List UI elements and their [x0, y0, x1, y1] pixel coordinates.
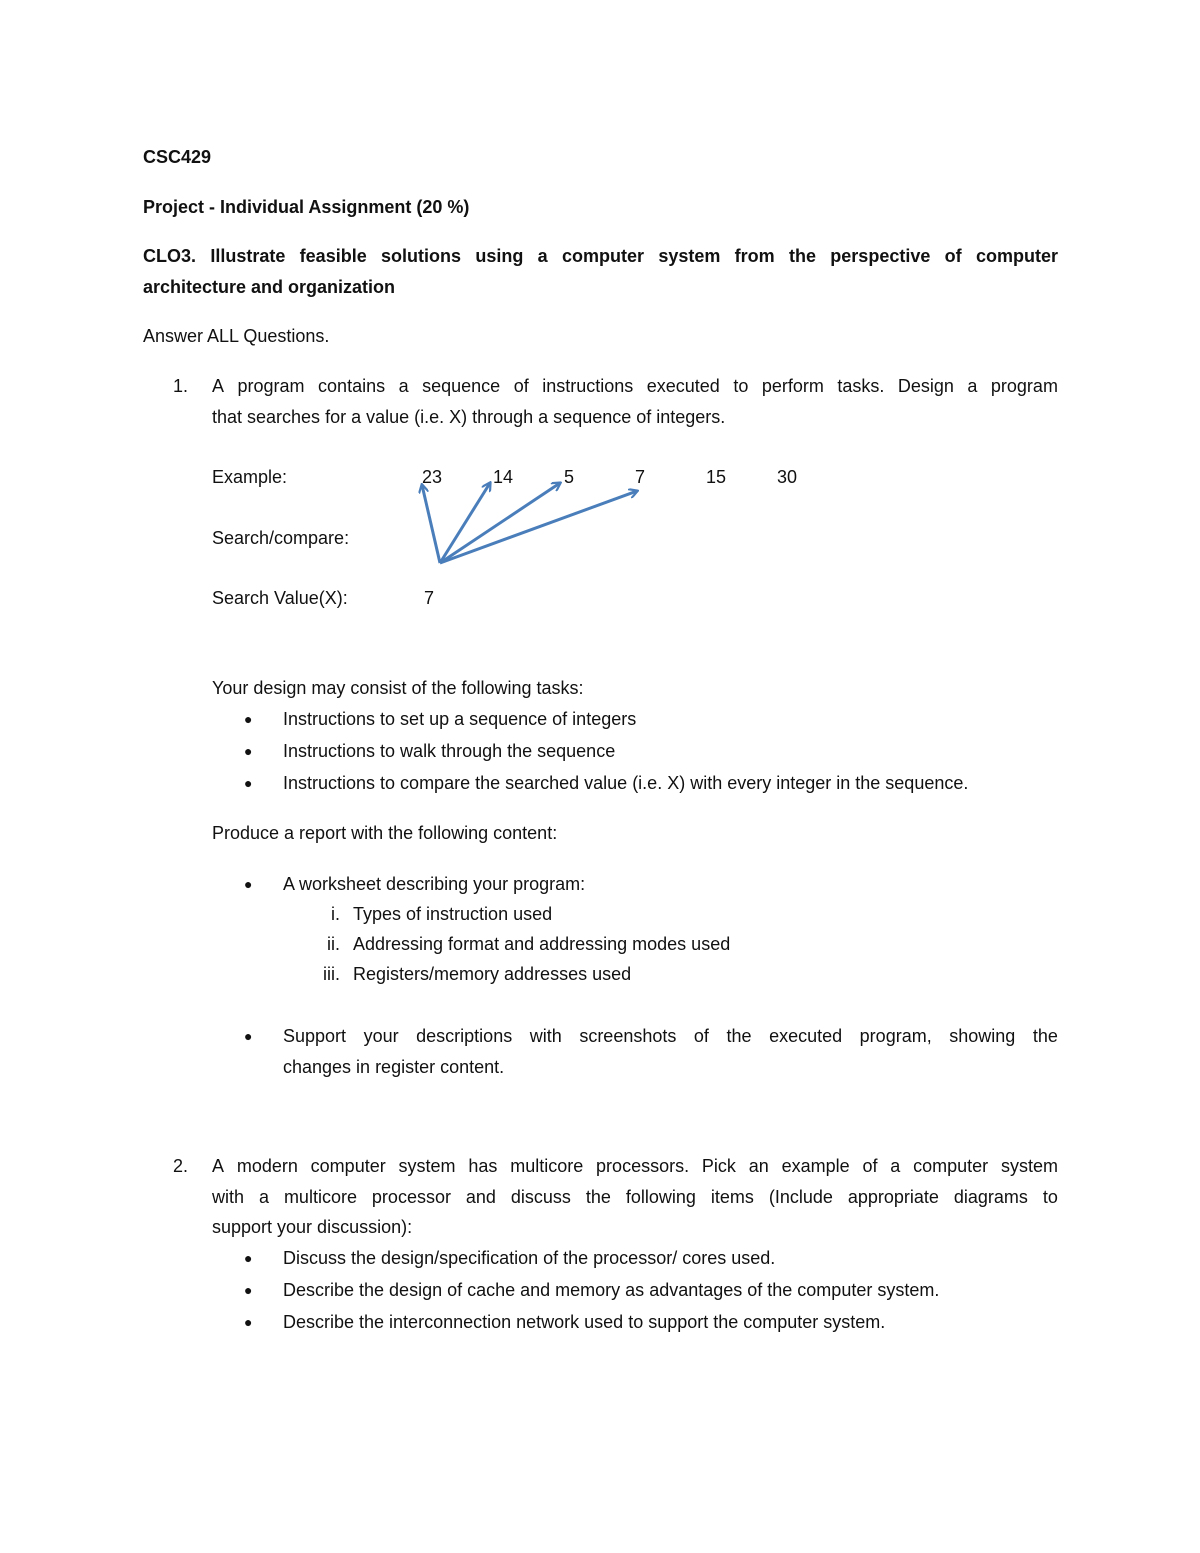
q2-word: has [468, 1156, 498, 1176]
q2-word: processors. [596, 1156, 690, 1176]
example-label: Example: [212, 467, 288, 487]
example-value-4: 7 [635, 467, 646, 487]
support-word: with [529, 1026, 562, 1046]
q2-word: a [890, 1156, 901, 1176]
clo-word: of [944, 246, 962, 266]
q1-word: tasks. [837, 376, 885, 396]
q2-word: example [781, 1156, 850, 1176]
q1-word: a [967, 376, 978, 396]
q2-word: with [212, 1187, 245, 1207]
q1-word: perform [761, 376, 824, 396]
clo-word: system [658, 246, 721, 266]
clo-word: from [734, 246, 775, 266]
design-intro: Your design may consist of the following tasks: [212, 678, 584, 698]
q2-number: 2. [172, 1156, 188, 1176]
clo-word: feasible [299, 246, 367, 266]
q1-word: of [513, 376, 529, 396]
support-line-2: changes in register content. [283, 1057, 505, 1077]
clo-line-1 [143, 245, 1058, 267]
support-word: descriptions [416, 1026, 513, 1046]
subitem-marker-2: ii. [327, 934, 340, 954]
clo-word: computer [561, 246, 644, 266]
q2-word: diagrams [953, 1187, 1028, 1207]
q2-word: modern [236, 1156, 298, 1176]
q2-word: A [212, 1156, 225, 1176]
example-value-2: 14 [493, 467, 514, 487]
example-value-3: 5 [564, 467, 575, 487]
q1-word: program [990, 376, 1058, 396]
q2-word: a [258, 1187, 269, 1207]
q2-word: to [1042, 1187, 1058, 1207]
arrow-to-14 [440, 483, 490, 563]
q2-word: system [1000, 1156, 1058, 1176]
search-compare-label: Search/compare: [212, 528, 350, 548]
design-task-1: Instructions to set up a sequence of integers [283, 709, 637, 729]
clo-word: using [475, 246, 524, 266]
q2-item-2: Describe the design of cache and memory as advantages of the computer system. [283, 1280, 940, 1300]
q1-word: a [398, 376, 409, 396]
report-intro: Produce a report with the following content: [212, 823, 558, 843]
support-word: screenshots [579, 1026, 677, 1046]
q2-line-1 [212, 1155, 1058, 1177]
q2-word: items [710, 1187, 754, 1207]
project-title: Project - Individual Assignment (20 %) [143, 197, 470, 217]
subitem-text-2: Addressing format and addressing modes used [353, 934, 731, 954]
bullet-icon: ● [244, 1314, 253, 1330]
q1-word: contains [318, 376, 386, 396]
q2-line-2 [212, 1186, 1058, 1208]
clo-word: computer [975, 246, 1058, 266]
arrow-to-5 [440, 483, 560, 563]
q2-word: Pick [701, 1156, 736, 1176]
q2-item-1: Discuss the design/specification of the processor/ cores used. [283, 1248, 776, 1268]
bullet-icon: ● [244, 1282, 253, 1298]
support-line-1 [283, 1025, 1058, 1047]
bullet-icon: ● [244, 876, 253, 892]
q2-item-3: Describe the interconnection network used to support the computer system. [283, 1312, 886, 1332]
support-word: Support [283, 1026, 347, 1046]
q2-word: of [862, 1156, 878, 1176]
example-value-5: 15 [706, 467, 727, 487]
subitem-marker-1: i. [331, 904, 340, 924]
q2-line-3: support your discussion): [212, 1217, 413, 1237]
support-word: your [363, 1026, 399, 1046]
q1-line-1 [212, 375, 1058, 397]
q1-word: A [212, 376, 225, 396]
course-code: CSC429 [143, 147, 212, 167]
q2-word: multicore [510, 1156, 584, 1176]
support-word: the [1032, 1026, 1058, 1046]
arrow-to-23 [422, 485, 440, 563]
support-word: program, [859, 1026, 932, 1046]
design-task-3: Instructions to compare the searched value (i.e. X) with every integer in the sequence. [283, 773, 969, 793]
support-word: showing [949, 1026, 1016, 1046]
q2-word: processor [371, 1187, 451, 1207]
q2-word: multicore [283, 1187, 357, 1207]
example-value-1: 23 [422, 467, 443, 487]
clo-word: perspective [830, 246, 931, 266]
instruction-text: Answer ALL Questions. [143, 326, 330, 346]
q1-word: instructions [542, 376, 634, 396]
q2-word: system [398, 1156, 456, 1176]
q1-number: 1. [172, 376, 188, 396]
q1-word: Design [897, 376, 954, 396]
q1-word: program [237, 376, 305, 396]
search-value-label: Search Value(X): [212, 588, 348, 608]
subitem-text-3: Registers/memory addresses used [353, 964, 632, 984]
q2-word: computer [310, 1156, 386, 1176]
q2-word: following [625, 1187, 696, 1207]
search-value: 7 [424, 588, 435, 608]
q2-word: appropriate [847, 1187, 939, 1207]
q2-word: an [748, 1156, 769, 1176]
subitem-marker-3: iii. [323, 964, 340, 984]
design-task-2: Instructions to walk through the sequence [283, 741, 616, 761]
bullet-icon: ● [244, 743, 253, 759]
clo-line-2: architecture and organization [143, 277, 396, 297]
bullet-icon: ● [244, 775, 253, 791]
bullet-icon: ● [244, 711, 253, 727]
arrow-to-7 [440, 491, 637, 563]
q2-word: and [465, 1187, 496, 1207]
support-word: executed [769, 1026, 843, 1046]
q2-word: computer [913, 1156, 989, 1176]
q2-word: discuss [510, 1187, 571, 1207]
worksheet-item: A worksheet describing your program: [283, 874, 586, 894]
clo-word: solutions [381, 246, 462, 266]
subitem-text-1: Types of instruction used [353, 904, 553, 924]
support-word: the [726, 1026, 752, 1046]
bullet-icon: ● [244, 1250, 253, 1266]
q1-word: to [733, 376, 749, 396]
clo-word: Illustrate [210, 246, 286, 266]
clo-word: a [537, 246, 548, 266]
q1-word: executed [646, 376, 720, 396]
support-word: of [693, 1026, 709, 1046]
example-value-6: 30 [777, 467, 798, 487]
q1-word: sequence [422, 376, 501, 396]
clo-label: CLO3. [143, 246, 197, 266]
q2-word: the [585, 1187, 611, 1207]
q1-line-2: that searches for a value (i.e. X) through a sequence of integers. [212, 407, 726, 427]
clo-word: the [788, 246, 816, 266]
q2-word: (Include [768, 1187, 833, 1207]
bullet-icon: ● [244, 1028, 253, 1044]
